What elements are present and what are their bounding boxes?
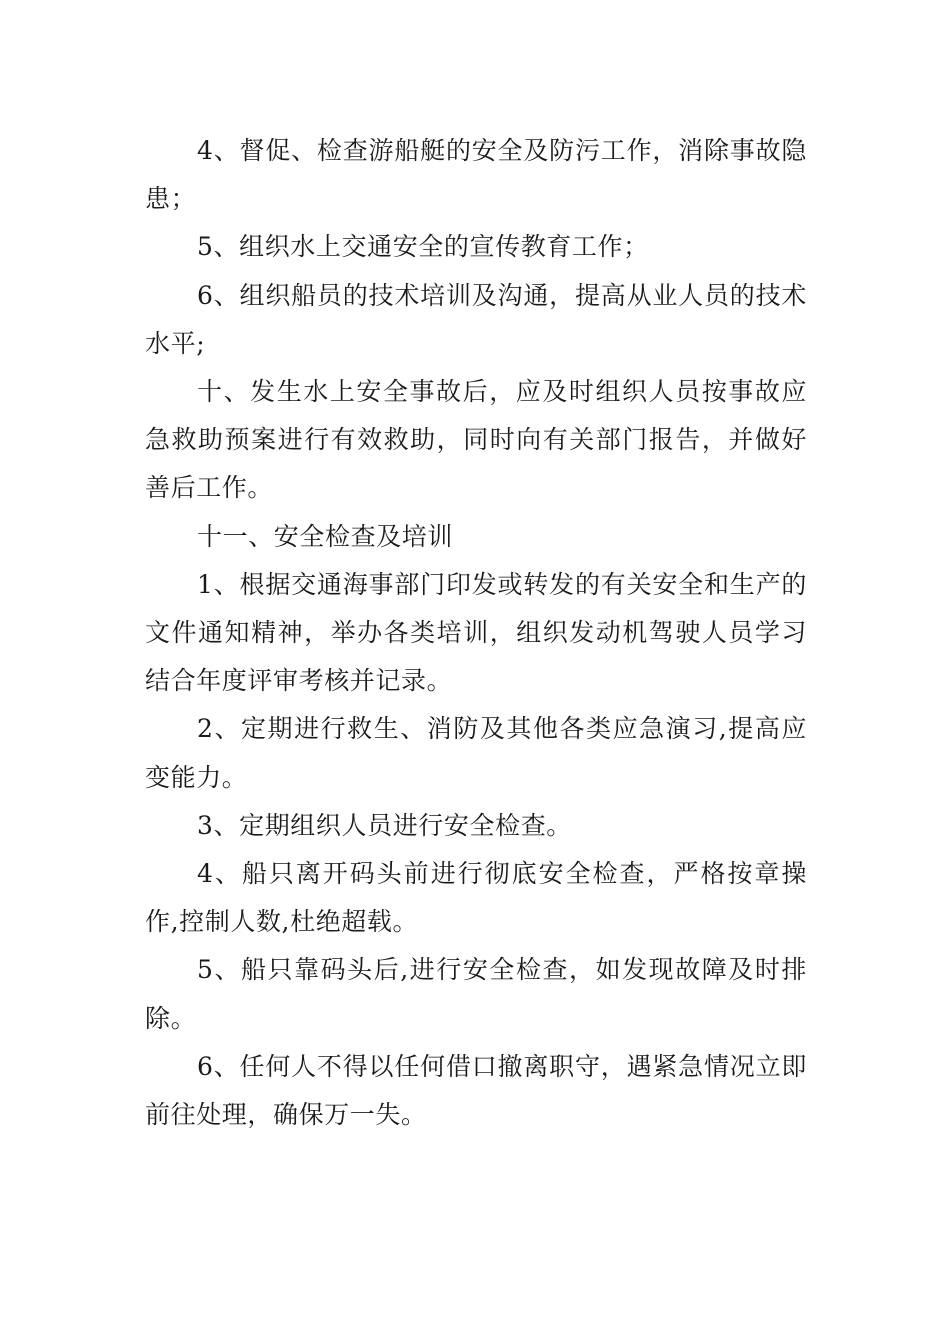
- paragraph-item-4-departure-check: 4、船只离开码头前进行彻底安全检查，严格按章操作,控制人数,杜绝超载。: [145, 859, 807, 937]
- paragraph-item-3-inspection: 3、定期组织人员进行安全检查。: [197, 810, 572, 840]
- paragraph-item-4-supervise: 4、督促、检查游船艇的安全及防污工作，消除事故隐患；: [145, 136, 807, 214]
- paragraph-item-1-notices: 1、根据交通海事部门印发或转发的有关安全和生产的文件通知精神，举办各类培训，组织发动机驾驶人员学习结合年度评审考核并记录。: [145, 569, 807, 696]
- paragraph-item-5-education: 5、组织水上交通安全的宣传教育工作；: [197, 232, 649, 262]
- section-heading-11: 十一、安全检查及培训: [197, 521, 454, 551]
- document-body: [145, 127, 807, 1139]
- paragraph-item-2-drills: 2、定期进行救生、消防及其他各类应急演习,提高应变能力。: [145, 714, 807, 792]
- paragraph-item-6-training: 6、组织船员的技术培训及沟通，提高从业人员的技术水平;: [145, 280, 807, 358]
- paragraph-item-6-duty: 6、任何人不得以任何借口撤离职守，遇紧急情况立即前往处理，确保万一失。: [145, 1051, 807, 1130]
- paragraph-item-5-docking-check: 5、船只靠码头后,进行安全检查，如发现故障及时排除。: [145, 955, 807, 1033]
- paragraph-section-10-accident: 十、发生水上安全事故后，应及时组织人员按事故应急救助预案进行有效救助，同时向有关部门报告，并做好善后工作。: [145, 377, 807, 503]
